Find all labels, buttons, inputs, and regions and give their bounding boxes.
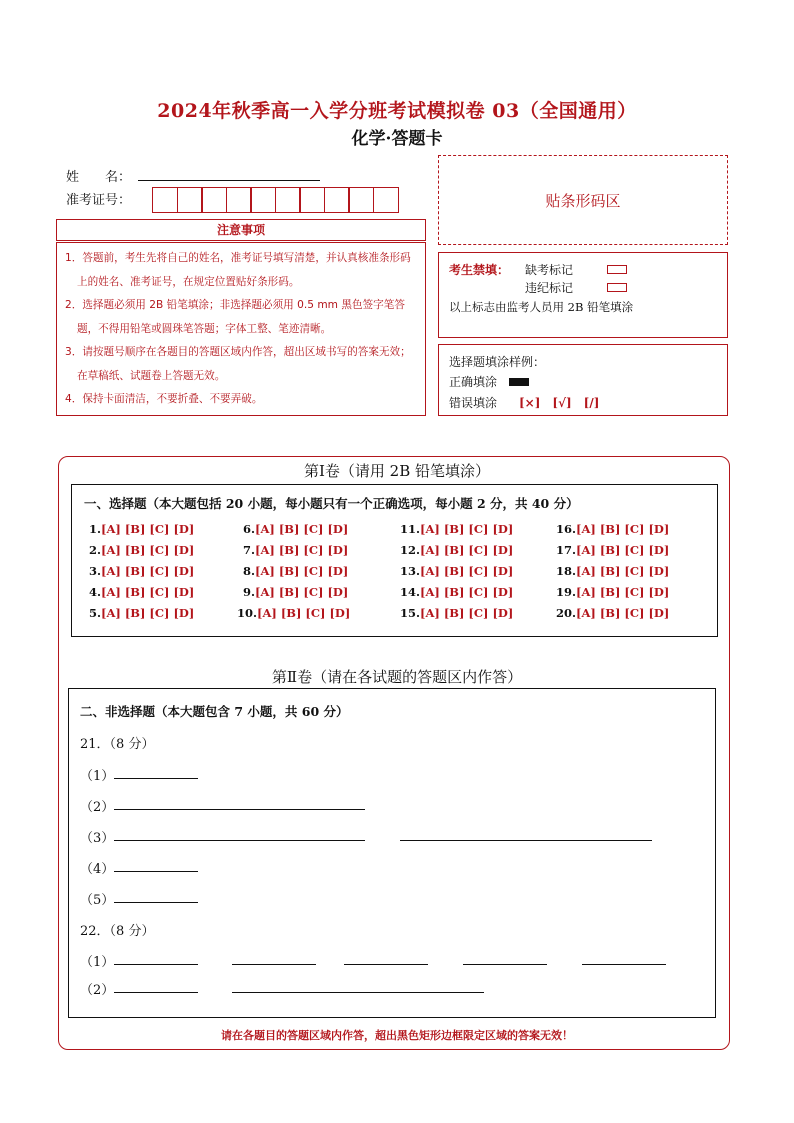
mc-question-9[interactable] [243, 585, 348, 599]
page-subtitle: 化学·答题卡 [351, 129, 443, 149]
mc-question-11[interactable] [400, 522, 513, 536]
question-number: 10. [237, 606, 258, 620]
id-digit-box[interactable] [299, 187, 325, 213]
question-number: 20. [556, 606, 577, 620]
answer-line[interactable] [582, 964, 666, 965]
notice-heading: 注意事项 [56, 219, 426, 241]
proctor-marks-box [438, 252, 728, 338]
question-number: 14. [400, 585, 421, 599]
answer-options[interactable]: [A] [B] [C] [D] [420, 522, 514, 536]
mc-question-13[interactable] [400, 564, 513, 578]
answer-options[interactable]: [A] [B] [C] [D] [420, 543, 514, 557]
id-digit-box[interactable] [177, 187, 203, 213]
id-digit-box[interactable] [152, 187, 178, 213]
absent-label: 缺考标记 [525, 263, 574, 277]
answer-options[interactable]: [A] [B] [C] [D] [255, 522, 349, 536]
page-title: 2024年秋季高一入学分班考试模拟卷 03（全国通用） [157, 100, 637, 122]
answer-line[interactable] [344, 964, 428, 965]
mc-question-4[interactable] [89, 585, 194, 599]
mc-question-7[interactable] [243, 543, 348, 557]
answer-options[interactable]: [A] [B] [C] [D] [576, 564, 670, 578]
id-number-boxes[interactable] [152, 187, 397, 213]
id-digit-box[interactable] [348, 187, 374, 213]
answer-options[interactable]: [A] [B] [C] [D] [257, 606, 351, 620]
answer-options[interactable]: [A] [B] [C] [D] [420, 564, 514, 578]
mc-question-17[interactable] [556, 543, 669, 557]
subjective-box [68, 688, 716, 1018]
notice-item: 4．保持卡面清洁，不要折叠、不要弄破。 [65, 393, 263, 405]
question-number: 9. [243, 585, 256, 599]
mc-question-20[interactable] [556, 606, 669, 620]
barcode-label: 贴条形码区 [545, 192, 621, 210]
part2-title: 第Ⅱ卷（请在各试题的答题区内作答） [271, 668, 523, 686]
mc-question-15[interactable] [400, 606, 513, 620]
barcode-area [438, 155, 728, 245]
sample-title: 选择题填涂样例： [449, 355, 546, 369]
answer-line[interactable] [114, 992, 198, 993]
id-digit-box[interactable] [275, 187, 301, 213]
question-number: 19. [556, 585, 577, 599]
answer-line[interactable] [232, 964, 316, 965]
proctor-note: 以上标志由监考人员用 2B 铅笔填涂 [449, 300, 634, 314]
id-digit-box[interactable] [324, 187, 350, 213]
answer-options[interactable]: [A] [B] [C] [D] [101, 585, 195, 599]
answer-options[interactable]: [A] [B] [C] [D] [420, 585, 514, 599]
mc-question-18[interactable] [556, 564, 669, 578]
question-number: 6. [243, 522, 256, 536]
q22-label: 22．（8 分） [80, 924, 155, 939]
answer-line[interactable] [400, 840, 652, 841]
violation-label: 违纪标记 [525, 281, 574, 295]
mc-question-6[interactable] [243, 522, 348, 536]
absent-mark-box[interactable] [607, 265, 627, 274]
name-label: 姓 名： [66, 170, 132, 185]
answer-options[interactable]: [A] [B] [C] [D] [576, 522, 670, 536]
footer-warning: 请在各题目的答题区域内作答，超出黑色矩形边框限定区域的答案无效！ [221, 1029, 573, 1042]
question-number: 2. [89, 543, 102, 557]
part1-title: 第Ⅰ卷（请用 2B 铅笔填涂） [303, 462, 491, 480]
answer-line[interactable] [114, 778, 198, 779]
answer-options[interactable]: [A] [B] [C] [D] [255, 585, 349, 599]
mc-question-16[interactable] [556, 522, 669, 536]
q21-part-label: （1） [80, 769, 115, 784]
mc-question-8[interactable] [243, 564, 348, 578]
question-number: 15. [400, 606, 421, 620]
id-digit-box[interactable] [226, 187, 252, 213]
answer-line[interactable] [232, 992, 484, 993]
answer-options[interactable]: [A] [B] [C] [D] [101, 543, 195, 557]
question-number: 1. [89, 522, 102, 536]
mc-question-19[interactable] [556, 585, 669, 599]
answer-options[interactable]: [A] [B] [C] [D] [101, 606, 195, 620]
answer-options[interactable]: [A] [B] [C] [D] [576, 585, 670, 599]
notice-item: 2．选择题必须用 2B 铅笔填涂；非选择题必须用 0.5 mm 黑色签字笔答题，不得用铅笔或圆珠笔答题；字体工整、笔迹清晰。 [65, 299, 405, 335]
forbid-label: 考生禁填： [449, 263, 510, 277]
answer-line[interactable] [463, 964, 547, 965]
answer-line[interactable] [114, 902, 198, 903]
q21-label: 21．（8 分） [80, 737, 155, 752]
subjective-heading: 二、非选择题（本大题包含 7 小题，共 60 分） [80, 704, 349, 719]
question-number: 4. [89, 585, 102, 599]
id-digit-box[interactable] [201, 187, 227, 213]
question-number: 5. [89, 606, 102, 620]
question-number: 3. [89, 564, 102, 578]
answer-options[interactable]: [A] [B] [C] [D] [101, 522, 195, 536]
answer-options[interactable]: [A] [B] [C] [D] [576, 543, 670, 557]
q22-part-label: （2） [80, 983, 115, 998]
q21-part-label: （5） [80, 893, 115, 908]
wrong-fill-marks: [×] [√] [/] [519, 396, 600, 410]
notice-box [56, 242, 426, 416]
mc-question-14[interactable] [400, 585, 513, 599]
mc-question-3[interactable] [89, 564, 194, 578]
correct-fill-mark [509, 378, 529, 386]
id-digit-box[interactable] [250, 187, 276, 213]
q22-part-label: （1） [80, 955, 115, 970]
notice-item: 1．答题前，考生先将自己的姓名，准考证号填写清楚，并认真核准条形码上的姓名、准考证号，在规定位置贴好条形码。 [65, 252, 411, 288]
name-field[interactable] [138, 180, 320, 181]
wrong-fill-label: 错误填涂 [449, 396, 498, 410]
question-number: 17. [556, 543, 577, 557]
mc-question-12[interactable] [400, 543, 513, 557]
mc-question-2[interactable] [89, 543, 194, 557]
mc-question-10[interactable] [237, 606, 350, 620]
fill-sample-box [438, 344, 728, 416]
question-number: 16. [556, 522, 577, 536]
answer-options[interactable]: [A] [B] [C] [D] [101, 564, 195, 578]
question-number: 7. [243, 543, 256, 557]
q21-part-label: （3） [80, 831, 115, 846]
question-number: 8. [243, 564, 256, 578]
answer-line[interactable] [114, 809, 365, 810]
id-digit-box[interactable] [373, 187, 399, 213]
answer-options[interactable]: [A] [B] [C] [D] [255, 564, 349, 578]
answer-line[interactable] [114, 871, 198, 872]
answer-options[interactable]: [A] [B] [C] [D] [420, 606, 514, 620]
q21-part-label: （4） [80, 862, 115, 877]
answer-line[interactable] [114, 840, 365, 841]
q21-part-label: （2） [80, 800, 115, 815]
question-number: 11. [400, 522, 421, 536]
answer-line[interactable] [114, 964, 198, 965]
id-label: 准考证号： [66, 193, 132, 208]
question-number: 13. [400, 564, 421, 578]
question-number: 18. [556, 564, 577, 578]
notice-item: 3．请按题号顺序在各题目的答题区域内作答，超出区域书写的答案无效；在草稿纸、试题卷上答题无效。 [65, 346, 411, 382]
mc-question-5[interactable] [89, 606, 194, 620]
question-number: 12. [400, 543, 421, 557]
correct-fill-label: 正确填涂 [449, 375, 498, 389]
mc-question-1[interactable] [89, 522, 194, 536]
answer-options[interactable]: [A] [B] [C] [D] [576, 606, 670, 620]
mc-section-heading: 一、选择题（本大题包括 20 小题，每小题只有一个正确选项，每小题 2 分，共 40 分） [84, 496, 579, 511]
answer-options[interactable]: [A] [B] [C] [D] [255, 543, 349, 557]
violation-mark-box[interactable] [607, 283, 627, 292]
